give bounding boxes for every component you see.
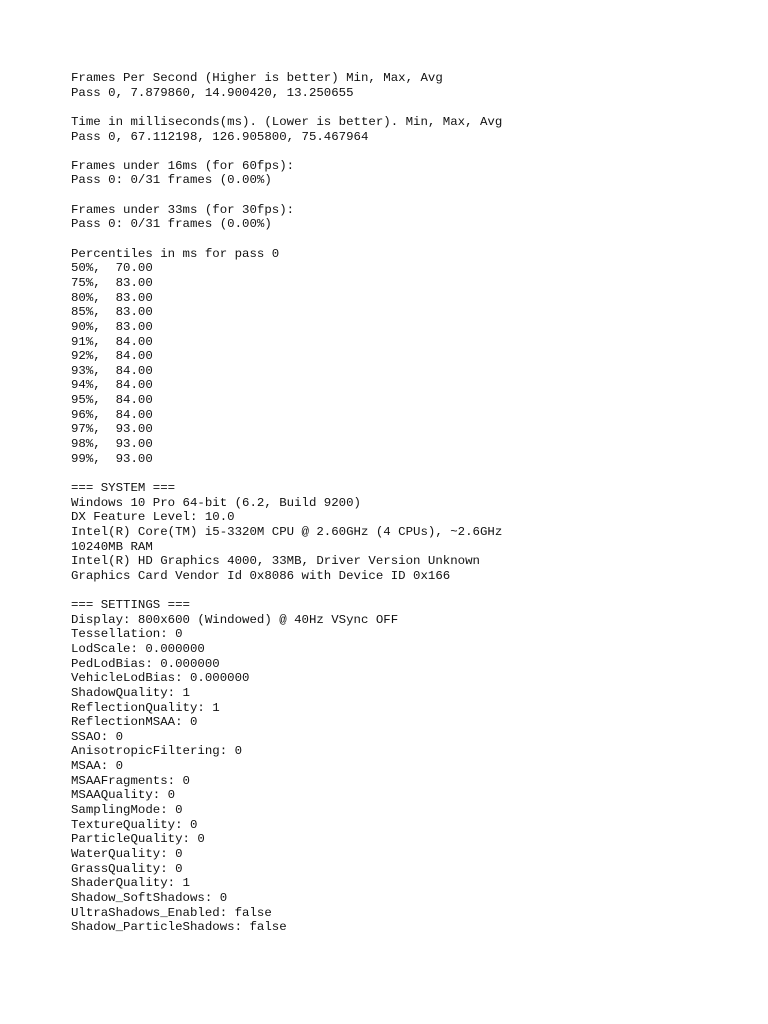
spacer <box>71 232 751 247</box>
fps-pass0: Pass 0, 7.879860, 14.900420, 13.250655 <box>71 85 354 100</box>
spacer <box>71 466 751 481</box>
setting-line: TextureQuality: 0 <box>71 817 198 832</box>
system-dx-level: DX Feature Level: 10.0 <box>71 510 235 525</box>
percentile-row: 94%, 84.00 <box>71 378 153 393</box>
setting-line: Display: 800x600 (Windowed) @ 40Hz VSync OFF <box>71 612 399 627</box>
fps-section <box>71 71 751 100</box>
under33-header: Frames under 33ms (for 30fps): <box>71 202 295 217</box>
percentile-row: 91%, 84.00 <box>71 334 153 349</box>
spacer <box>71 583 751 598</box>
frametime-section <box>71 115 751 144</box>
setting-line: PedLodBias: 0.000000 <box>71 656 220 671</box>
percentile-row: 75%, 83.00 <box>71 275 153 290</box>
setting-line: Shadow_ParticleShadows: false <box>71 920 287 935</box>
percentile-row: 50%, 70.00 <box>71 261 153 276</box>
percentiles-section <box>71 247 751 467</box>
benchmark-report <box>71 71 751 935</box>
percentile-row: 92%, 84.00 <box>71 349 153 364</box>
spacer <box>71 144 751 159</box>
under16-section <box>71 159 751 188</box>
under16-pass0: Pass 0: 0/31 frames (0.00%) <box>71 173 272 188</box>
setting-line: SSAO: 0 <box>71 729 124 744</box>
setting-line: WaterQuality: 0 <box>71 846 183 861</box>
frametime-header: Time in milliseconds(ms). (Lower is better). Min, Max, Avg <box>71 114 503 129</box>
setting-line: ShaderQuality: 1 <box>71 876 190 891</box>
system-gpu-vendor: Graphics Card Vendor Id 0x8086 with Device ID 0x166 <box>71 568 451 583</box>
system-ram: 10240MB RAM <box>71 539 153 554</box>
setting-line: MSAAQuality: 0 <box>71 788 176 803</box>
settings-section <box>71 598 751 935</box>
system-os: Windows 10 Pro 64-bit (6.2, Build 9200) <box>71 495 361 510</box>
spacer <box>71 188 751 203</box>
under33-section <box>71 203 751 232</box>
percentiles-header: Percentiles in ms for pass 0 <box>71 246 280 261</box>
setting-line: MSAAFragments: 0 <box>71 773 190 788</box>
system-section <box>71 481 751 583</box>
spacer <box>71 100 751 115</box>
setting-line: ReflectionMSAA: 0 <box>71 715 198 730</box>
setting-line: UltraShadows_Enabled: false <box>71 905 272 920</box>
setting-line: ReflectionQuality: 1 <box>71 700 220 715</box>
setting-line: GrassQuality: 0 <box>71 861 183 876</box>
under33-pass0: Pass 0: 0/31 frames (0.00%) <box>71 217 272 232</box>
settings-header: === SETTINGS === <box>71 598 190 613</box>
system-header: === SYSTEM === <box>71 480 176 495</box>
percentile-row: 93%, 84.00 <box>71 363 153 378</box>
fps-header: Frames Per Second (Higher is better) Min, Max, Avg <box>71 71 443 85</box>
setting-line: Tessellation: 0 <box>71 627 183 642</box>
percentile-row: 99%, 93.00 <box>71 451 153 466</box>
percentile-row: 98%, 93.00 <box>71 437 153 452</box>
percentile-row: 97%, 93.00 <box>71 422 153 437</box>
setting-line: MSAA: 0 <box>71 759 124 774</box>
system-gpu: Intel(R) HD Graphics 4000, 33MB, Driver Version Unknown <box>71 554 480 569</box>
percentile-row: 96%, 84.00 <box>71 407 153 422</box>
percentile-row: 80%, 83.00 <box>71 290 153 305</box>
setting-line: LodScale: 0.000000 <box>71 641 205 656</box>
setting-line: SamplingMode: 0 <box>71 803 183 818</box>
setting-line: ParticleQuality: 0 <box>71 832 205 847</box>
setting-line: Shadow_SoftShadows: 0 <box>71 890 228 905</box>
setting-line: AnisotropicFiltering: 0 <box>71 744 243 759</box>
percentile-row: 85%, 83.00 <box>71 305 153 320</box>
system-cpu: Intel(R) Core(TM) i5-3320M CPU @ 2.60GHz (4 CPUs), ~2.6GHz <box>71 524 503 539</box>
under16-header: Frames under 16ms (for 60fps): <box>71 158 295 173</box>
setting-line: VehicleLodBias: 0.000000 <box>71 671 250 686</box>
setting-line: ShadowQuality: 1 <box>71 685 190 700</box>
percentile-row: 90%, 83.00 <box>71 319 153 334</box>
frametime-pass0: Pass 0, 67.112198, 126.905800, 75.467964 <box>71 129 369 144</box>
percentile-row: 95%, 84.00 <box>71 393 153 408</box>
